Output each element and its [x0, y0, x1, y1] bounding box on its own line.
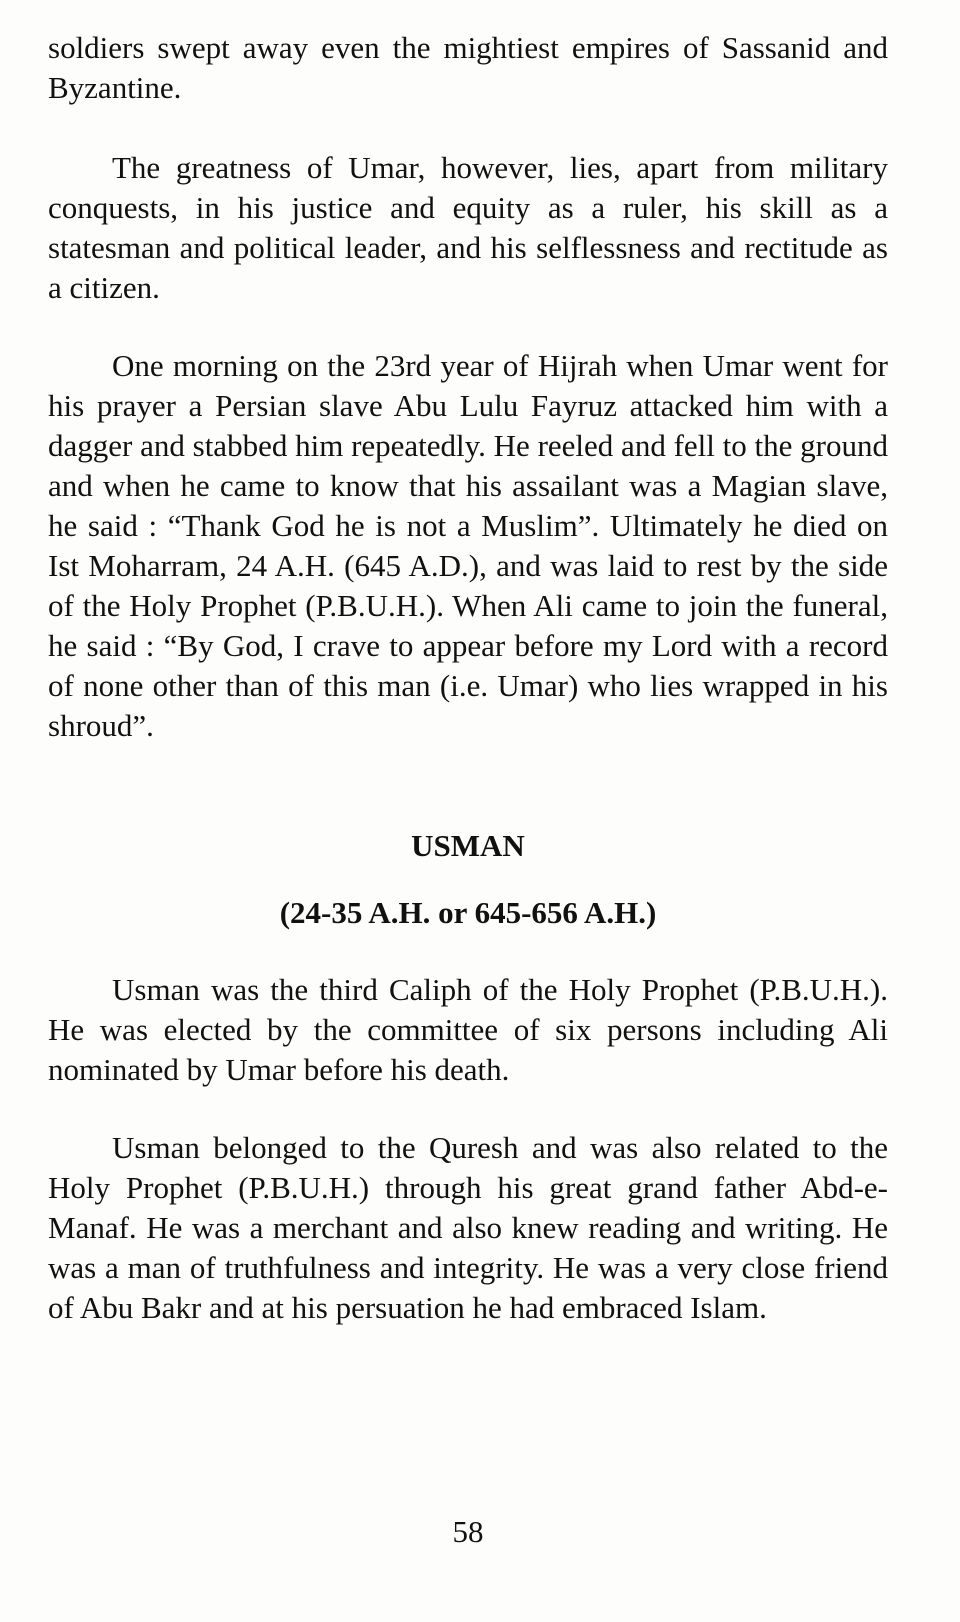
paragraph-death-of-umar: One morning on the 23rd year of Hijrah when Umar went for his prayer a Persian slave Abu Lulu Fayruz attacked him with a dagger and stabbed him repeatedly. He reeled and fell to the ground and when he came to know that his assailant was a Magian slave, he said : “Thank God he is not a Muslim”. Ultimately he died on Ist Moharram, 24 A.H. (645 A.D.), and was laid to rest by the side of the Holy Prophet (P.B.U.H.). When Ali came to join the funeral, he said : “By God, I crave to appear before my Lord with a record of none other than of this man (i.e. Umar) who lies wrapped in his shroud”.: [48, 348, 888, 743]
section-subtitle: (24-35 A.H. or 645-656 A.H.): [279, 895, 657, 930]
paragraph-usman-background: Usman belonged to the Quresh and was also related to the Holy Prophet (P.B.U.H.) through his great grand father Abd-e-Manaf. He was a merchant and also knew reading and writing. He was a man of truthfulness and integrity. He was a very close friend of Abu Bakr and at his persuation he had embraced Islam.: [48, 1130, 888, 1325]
section-title: USMAN: [411, 828, 525, 863]
paragraph-sassanid-byzantine: soldiers swept away even the mightiest empires of Sassanid and Byzantine.: [48, 30, 888, 105]
page-number: 58: [452, 1514, 484, 1549]
paragraph-greatness-of-umar: The greatness of Umar, however, lies, apart from military conquests, in his justice and equity as a ruler, his skill as a statesman and political leader, and his selflessness and rectitude as a citizen.: [48, 150, 888, 305]
paragraph-usman-election: Usman was the third Caliph of the Holy Prophet (P.B.U.H.). He was elected by the committee of six persons including Ali nominated by Umar before his death.: [48, 972, 888, 1087]
